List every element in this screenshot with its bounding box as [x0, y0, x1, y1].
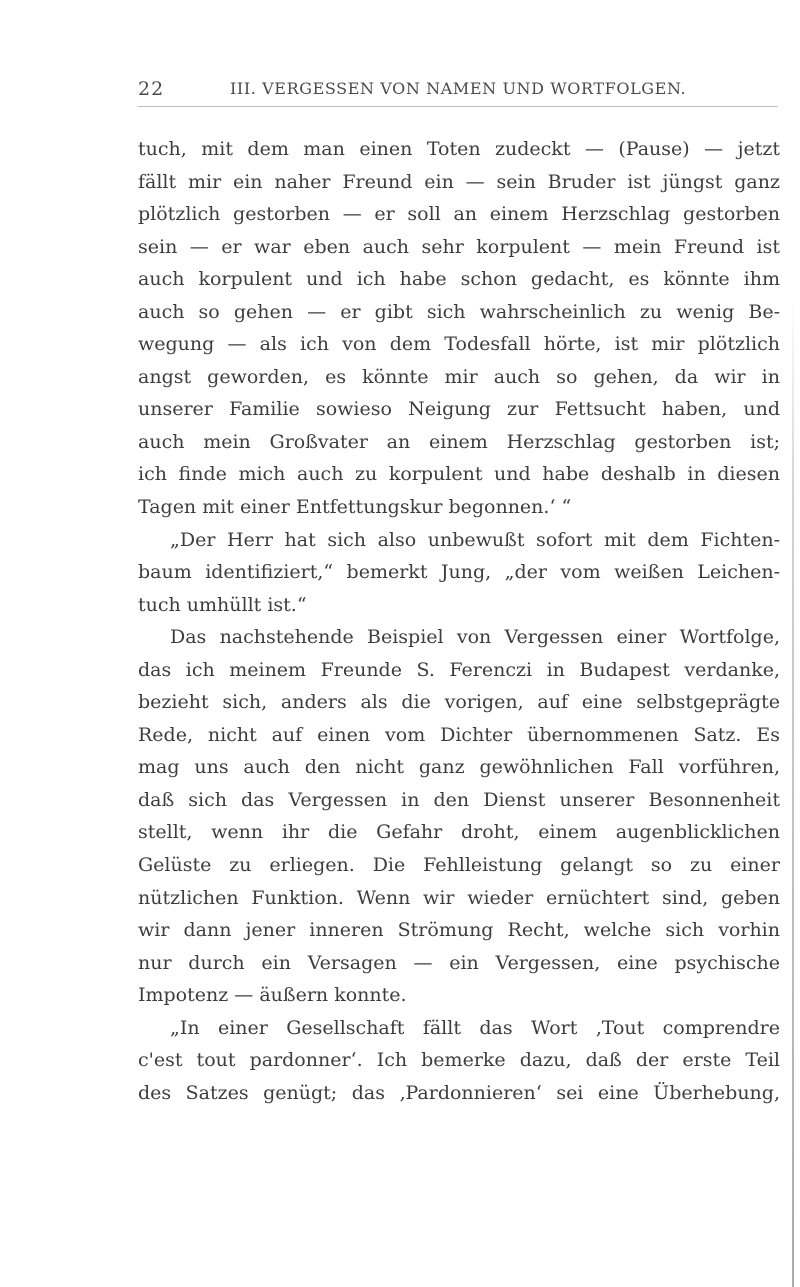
paragraph	[138, 621, 780, 1012]
paragraph	[138, 1012, 780, 1110]
text-line: Gelüste zu erliegen. Die Fehlleistung gelangt so zu einer	[138, 854, 780, 877]
paragraph	[138, 524, 780, 622]
text-line: unserer Familie sowieso Neigung zur Fettsucht haben, und	[138, 398, 780, 421]
text-line: baum identifiziert,“ bemerkt Jung, „der vom weißen Leichen-	[138, 561, 780, 584]
text-line: auch so gehen — er gibt sich wahrscheinlich zu wenig Be-	[138, 300, 780, 323]
text-line: c'est tout pardonner‘. Ich bemerke dazu, daß der erste Teil	[138, 1049, 780, 1072]
text-line: wir dann jener inneren Strömung Recht, welche sich vorhin	[138, 919, 780, 942]
text-line: Das nachstehende Beispiel von Vergessen einer Wortfolge,	[170, 626, 780, 649]
text-line: Tagen mit einer Entfettungskur begonnen.‘ “	[138, 496, 572, 519]
text-line: nützlichen Funktion. Wenn wir wieder ernüchtert sind, geben	[138, 886, 780, 909]
text-line: ich finde mich auch zu korpulent und habe deshalb in diesen	[138, 463, 780, 486]
paragraph	[138, 133, 780, 524]
page-edge-shadow	[792, 300, 794, 1287]
header-rule	[138, 106, 778, 107]
text-line: tuch, mit dem man einen Toten zudeckt — (Pause) — jetzt	[138, 138, 780, 160]
text-line: plötzlich gestorben — er soll an einem Herzschlag gestorben	[138, 203, 780, 226]
text-line: stellt, wenn ihr die Gefahr droht, einem augenblicklichen	[138, 821, 780, 844]
body-text	[138, 133, 780, 1109]
text-line: wegung — als ich von dem Todesfall hörte, ist mir plötzlich	[138, 333, 780, 356]
text-line: auch mein Großvater an einem Herzschlag gestorben ist;	[138, 430, 780, 453]
text-line: nur durch ein Versagen — ein Vergessen, eine psychische	[138, 951, 780, 974]
text-line: mag uns auch den nicht ganz gewöhnlichen Fall vorführen,	[138, 756, 780, 779]
text-line: „Der Herr hat sich also unbewußt sofort mit dem Fichten-	[170, 528, 780, 551]
text-line: sein — er war eben auch sehr korpulent — mein Freund ist	[138, 235, 780, 258]
text-line: Impotenz — äußern konnte.	[138, 984, 407, 1007]
text-line: Rede, nicht auf einen vom Dichter übernommenen Satz. Es	[138, 723, 780, 746]
text-line: des Satzes genügt; das ‚Pardonnieren‘ sei eine Überhebung,	[138, 1081, 780, 1104]
text-line: auch korpulent und ich habe schon gedacht, es könnte ihm	[138, 268, 780, 291]
running-title: III. VERGESSEN VON NAMEN UND WORTFOLGEN.	[230, 79, 687, 98]
text-line: tuch umhüllt ist.“	[138, 593, 307, 616]
text-line: „In einer Gesellschaft fällt das Wort ‚Tout comprendre	[170, 1016, 780, 1039]
page-header	[138, 78, 778, 106]
text-line: daß sich das Vergessen in den Dienst unserer Besonnenheit	[138, 788, 780, 811]
text-line: das ich meinem Freunde S. Ferenczi in Budapest verdanke,	[138, 658, 780, 681]
text-line: angst geworden, es könnte mir auch so gehen, da wir in	[138, 365, 780, 388]
text-line: bezieht sich, anders als die vorigen, auf eine selbstgeprägte	[138, 691, 780, 714]
page-number: 22	[138, 78, 165, 100]
text-line: fällt mir ein naher Freund ein — sein Bruder ist jüngst ganz	[138, 170, 780, 193]
